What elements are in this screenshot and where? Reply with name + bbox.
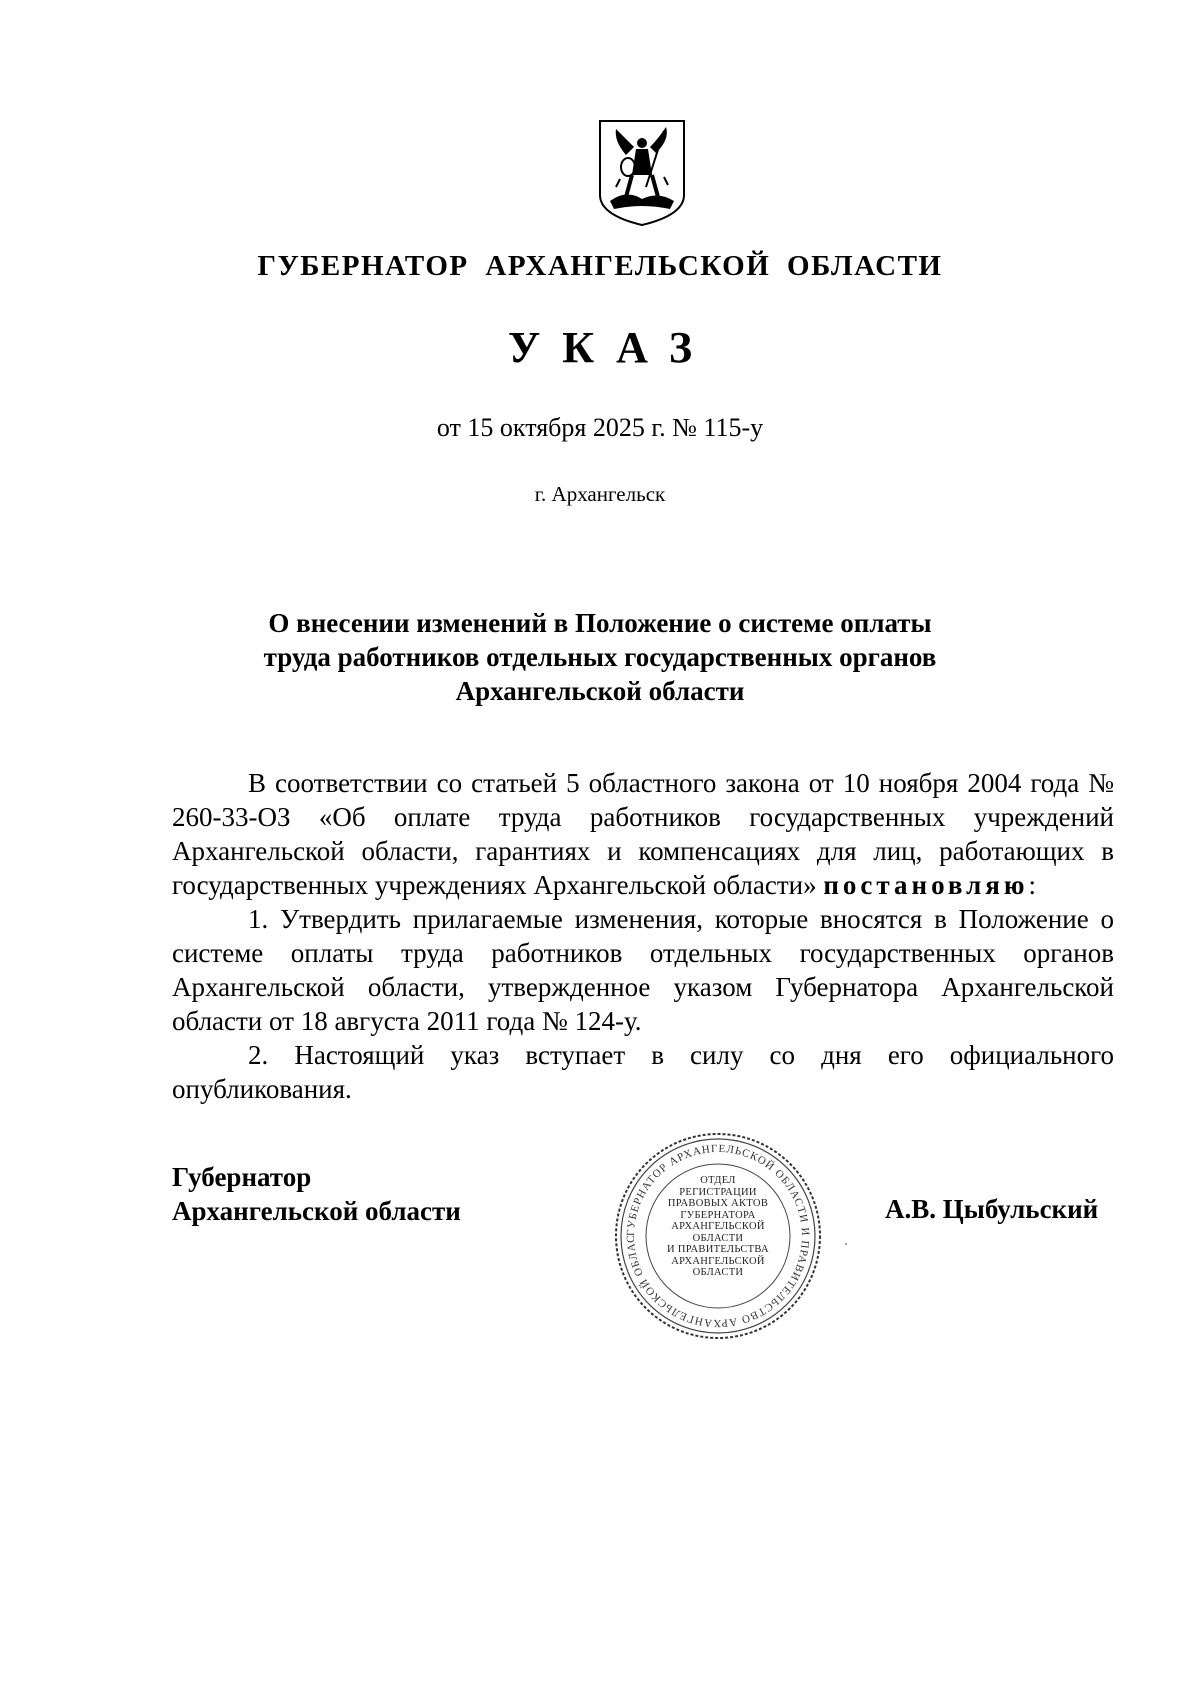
seal-inner-text [654,1175,782,1279]
seal-line: АРХАНГЕЛЬСКОЙ [671,1255,765,1267]
registration-seal [612,1130,824,1342]
signatory-position [172,1160,461,1228]
document-body [172,766,1114,1106]
preamble-end: : [1028,870,1037,900]
seal-line: И ПРАВИТЕЛЬСТВА [667,1244,769,1255]
resolution-word: постановляю [823,870,1029,900]
document-date-number: от 15 октября 2025 г. № 115-у [436,413,764,442]
seal-line: РЕГИСТРАЦИИ [679,1186,757,1198]
issuing-authority: ГУБЕРНАТОР АРХАНГЕЛЬСКОЙ ОБЛАСТИ [257,250,943,282]
signatory-position-line: Губернатор [172,1162,312,1192]
document-title-line: труда работников отдельных государственных органов [263,642,937,672]
document-title-line: О внесении изменений в Положение о системе оплаты [268,608,932,638]
signatory-position-line: Архангельской области [172,1196,461,1226]
document-type: УКАЗ [507,323,715,372]
clause-2: 2. Настоящий указ вступает в силу со дня его официального опубликования. [172,1040,1114,1104]
document-title [0,606,1200,708]
preamble-paragraph [172,766,1114,902]
clause-1: 1. Утвердить прилагаемые изменения, которые вносятся в Положение о системе оплаты труда работников отдельных государственных органов Архангельской области, утвержденное указом Губернатора Архангельской области от 18 августа 2011 года № 124-у. [172,904,1114,1036]
seal-line: ГУБЕРНАТОРА [680,1209,756,1221]
seal-ring-text: ГУБЕРНАТОР АРХАНГЕЛЬСКОЙ ОБЛАСТИ И ПРАВИТЕЛЬСТВО АРХАНГЕЛЬСКОЙ ОБЛАС [624,1142,812,1330]
seal-line: ПРАВОВЫХ АКТОВ [667,1198,769,1209]
seal-line: ОБЛАСТИ [692,1232,744,1244]
seal-line: ОТДЕЛ [700,1175,736,1186]
seal-line: АРХАНГЕЛЬСКОЙ [671,1221,765,1232]
coat-of-arms-icon [596,117,688,229]
seal-line: ОБЛАСТИ [692,1267,744,1278]
signatory-name: А.В. Цыбульский [885,1194,1099,1224]
preamble-text: В соответствии со статьей 5 областного закона от 10 ноября 2004 года № 260-33-ОЗ «Об оплате труда работников государственных учреждений Архангельской области, гарантиях и компенсациях для лиц, работающих в государственных учреждениях Архангельской области» [172,768,1114,900]
scan-speck [845,1243,847,1245]
document-title-line: Архангельской области [455,676,745,706]
document-place: г. Архангельск [534,482,666,506]
